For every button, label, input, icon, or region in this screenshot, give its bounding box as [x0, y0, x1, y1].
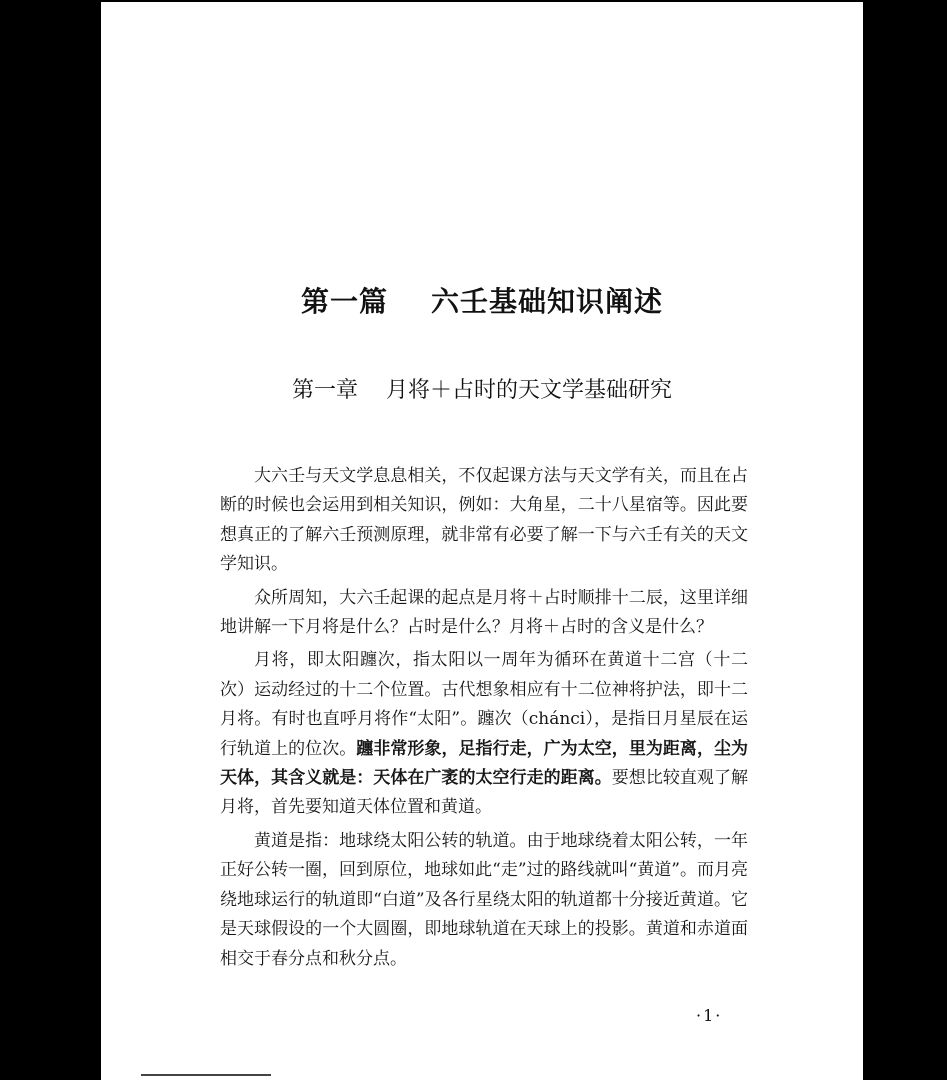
paragraph: 黄道是指：地球绕太阳公转的轨道。由于地球绕着太阳公转，一年正好公转一圈，回到原位，地球如此“走”过的路线就叫“黄道”。而月亮绕地球运行的轨道即“白道”及各行星绕太阳的轨道都十分接近黄道。它是天球假设的一个大圆圈，即地球轨道在天球上的投影。黄道和赤道面相交于春分点和秋分点。	[220, 830, 748, 969]
chapter-title: 第一章 月将＋占时的天文学基础研究	[292, 378, 672, 403]
page-number: ·1·	[696, 1006, 723, 1025]
paragraph: 众所周知，大六壬起课的起点是月将＋占时顺排十二辰，这里详细地讲解一下月将是什么？占时是什么？月将＋占时的含义是什么？	[220, 587, 748, 638]
paragraph	[220, 646, 748, 822]
paragraph-text: 要想比较直观了解月将，首先要知道天体位置和黄道。	[220, 768, 748, 818]
paragraph: 大六壬与天文学息息相关，不仅起课方法与天文学有关，而且在占断的时候也会运用到相关知识，例如：大角星，二十八星宿等。因此要想真正的了解六壬预测原理，就非常有必要了解一下与六壬有关的天文学知识。	[220, 466, 748, 575]
footer-rule	[141, 1074, 271, 1076]
part-title: 第一篇 六壬基础知识阐述	[301, 285, 663, 318]
document-page	[101, 2, 863, 1080]
paragraph-text: 月将，即太阳躔次，指太阳以一周年为循环在黄道十二宫（十二次）运动经过的十二个位置。古代想象相应有十二位神将护法，即十二月将。有时也直呼月将作“太阳”。躔次（chánci），是指日月星辰在运行轨道上的位次。	[220, 650, 748, 759]
body-text	[220, 462, 748, 978]
bold-emphasis: 躔非常形象，足指行走，广为太空，里为距离，尘为天体，其含义就是：天体在广袤的太空行走的距离。	[220, 738, 749, 789]
